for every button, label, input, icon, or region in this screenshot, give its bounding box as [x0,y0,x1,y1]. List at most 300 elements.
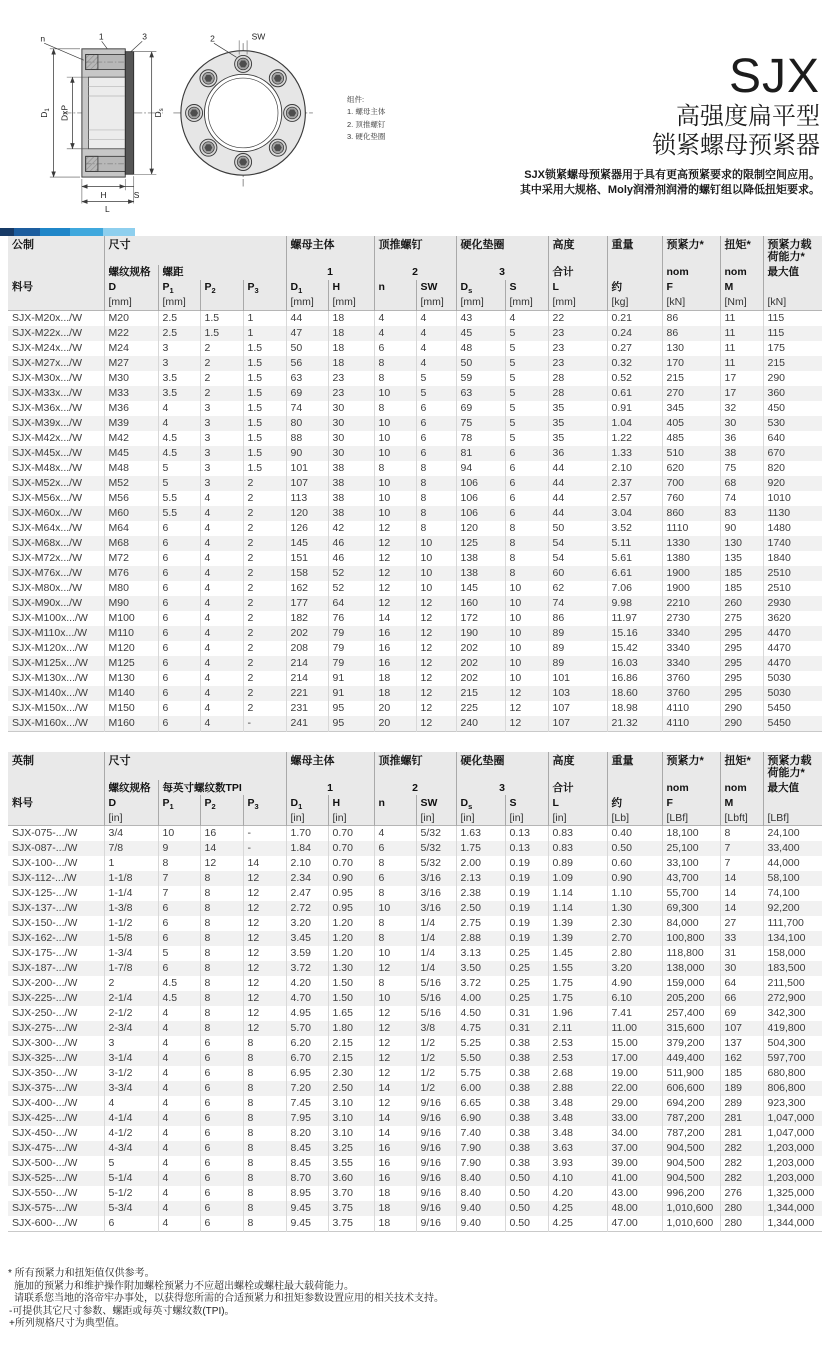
accent-segment [40,228,70,236]
spec-value: 5 [505,326,548,341]
spec-value: 16 [374,1141,416,1156]
spec-value: 7 [720,841,763,856]
spec-value: 3.63 [548,1141,607,1156]
spec-value: - [243,716,286,732]
spec-value: 0.38 [505,1156,548,1171]
spec-value: 6 [200,1066,243,1081]
spec-value: M120 [104,641,158,656]
spec-value: 5.25 [456,1036,505,1051]
spec-value: 1.5 [243,461,286,476]
spec-value: 4.20 [548,1186,607,1201]
spec-value: 11 [720,326,763,341]
part-number: SJX-M22x.../W [12,326,83,339]
spec-value: 76 [328,611,374,626]
spec-value: 58,100 [763,871,822,886]
spec-value: 47.00 [607,1216,662,1232]
spec-value: 0.31 [505,1021,548,1036]
spec-value: 75 [456,416,505,431]
spec-value: 3.25 [328,1141,374,1156]
spec-value: 1.63 [456,826,505,842]
spec-value: 6.10 [607,991,662,1006]
spec-value: 74 [720,491,763,506]
callout-3: 3 [142,31,147,42]
spec-value: 272,900 [763,991,822,1006]
spec-row [8,1156,822,1171]
column-header: F [662,795,720,810]
spec-value: 530 [763,416,822,431]
spec-value: 22.00 [607,1081,662,1096]
spec-value: 89 [548,626,607,641]
spec-value: 54 [548,536,607,551]
column-header: 螺距 [158,265,286,280]
spec-value: 6 [200,1126,243,1141]
spec-value: 18 [328,341,374,356]
spec-value: 37.00 [607,1141,662,1156]
spec-value: 12 [416,641,456,656]
column-header [607,780,662,795]
column-header: [kg] [607,295,662,311]
column-header: [mm] [505,295,548,311]
spec-value: 95 [328,716,374,732]
spec-row [8,701,822,716]
spec-value: 4 [200,656,243,671]
spec-value: 14 [374,1111,416,1126]
spec-row [8,506,822,521]
spec-value: 160 [456,596,505,611]
spec-value: 10 [505,641,548,656]
spec-value: 0.70 [328,826,374,842]
part-number: SJX-112-.../W [12,872,77,884]
spec-value: 215 [662,371,720,386]
spec-value: 145 [456,581,505,596]
spec-value: 12 [374,521,416,536]
part-number: SJX-200-.../W [12,977,78,989]
spec-value: 44 [548,491,607,506]
spec-value: 100,800 [662,931,720,946]
spec-value: 69,300 [662,901,720,916]
column-header: nom [720,265,763,280]
spec-value: 280 [720,1216,763,1232]
spec-value: 8 [505,536,548,551]
spec-value: 3 [200,431,243,446]
spec-value: 202 [456,641,505,656]
spec-value: 4.10 [548,1171,607,1186]
spec-row [8,551,822,566]
column-header: M [720,795,763,810]
spec-value: 23 [548,341,607,356]
spec-value: 0.95 [328,901,374,916]
spec-value: 14 [720,886,763,901]
spec-value: M125 [104,656,158,671]
spec-value: 16 [374,656,416,671]
spec-value: 4 [416,341,456,356]
column-header: F [662,280,720,295]
column-header: 2 [374,265,456,280]
accent-segment [14,228,40,236]
column-header: SW [416,280,456,295]
spec-value: 8 [243,1216,286,1232]
spec-value: 135 [720,551,763,566]
spec-value: 190 [456,626,505,641]
spec-value: 1.5 [243,371,286,386]
spec-value: 1480 [763,521,822,536]
spec-value: 185 [720,1066,763,1081]
spec-value: 620 [662,461,720,476]
spec-value: 8 [243,1141,286,1156]
spec-value: 18 [374,686,416,701]
spec-value: 0.25 [505,961,548,976]
part-number: SJX-525-.../W [12,1172,78,1184]
spec-value: 162 [286,581,328,596]
spec-value: 6 [158,686,200,701]
spec-value: 4 [158,1021,200,1036]
spec-value: M64 [104,521,158,536]
spec-value: 12 [416,686,456,701]
spec-value: 2.30 [607,916,662,931]
spec-row [8,991,822,1006]
header-row [8,295,822,311]
column-header: 重量 [607,236,662,265]
column-header: 重量 [607,752,662,781]
spec-value: 6 [416,401,456,416]
column-header: n [374,795,416,810]
column-header: [Nm] [720,295,763,311]
spec-value: 15.00 [607,1036,662,1051]
spec-value: 1.50 [328,976,374,991]
spec-value: 1/4 [416,916,456,931]
spec-row [8,1021,822,1036]
spec-value: 12 [243,901,286,916]
spec-value: M52 [104,476,158,491]
spec-value: 2210 [662,596,720,611]
spec-value: 10 [374,476,416,491]
spec-value: 5 [158,461,200,476]
column-header: 螺纹规格 [104,780,158,795]
spec-value: 134,100 [763,931,822,946]
spec-row [8,1081,822,1096]
spec-value: 138 [456,566,505,581]
spec-value: 0.50 [505,1201,548,1216]
spec-value: 2.10 [607,461,662,476]
spec-value: 50 [456,356,505,371]
spec-value: 0.38 [505,1141,548,1156]
side-view-diagram [39,31,165,213]
column-header: S [505,795,548,810]
spec-value: 12 [200,856,243,871]
spec-value: 2 [243,671,286,686]
column-header: [in] [456,810,505,826]
spec-value: M150 [104,701,158,716]
spec-value: 0.38 [505,1081,548,1096]
spec-value: 0.83 [548,826,607,842]
column-header: M [720,280,763,295]
spec-row [8,476,822,491]
spec-value: 1.5 [243,341,286,356]
accent-segment [103,228,135,236]
column-header: L [548,795,607,810]
spec-value: 34.00 [607,1126,662,1141]
spec-value: 3.48 [548,1126,607,1141]
spec-value: 23 [328,386,374,401]
spec-value: 6 [374,341,416,356]
spec-value: 27 [720,916,763,931]
spec-value: 8 [200,976,243,991]
spec-value: 5.5 [158,491,200,506]
spec-value: 4 [200,551,243,566]
spec-value: 0.60 [607,856,662,871]
spec-value: 214 [286,656,328,671]
spec-value: 1/2 [416,1036,456,1051]
spec-value: 46 [328,551,374,566]
spec-value: 12 [243,1021,286,1036]
spec-value: 6 [505,491,548,506]
spec-value: 0.21 [607,310,662,326]
spec-value: 138 [456,551,505,566]
spec-value: 0.52 [607,371,662,386]
spec-row [8,596,822,611]
spec-value: 4 [374,310,416,326]
spec-value: 4470 [763,656,822,671]
column-header: H [328,795,374,810]
spec-value: M48 [104,461,158,476]
spec-value: 2.57 [607,491,662,506]
spec-value: 0.25 [505,946,548,961]
part-number: SJX-M60x.../W [12,506,83,519]
column-header: 尺寸 [104,236,286,265]
spec-value: 6 [200,1051,243,1066]
spec-value: 75 [720,461,763,476]
spec-value: 1-1/4 [104,886,158,901]
part-number: SJX-225-.../W [12,992,78,1004]
spec-value: 4 [158,416,200,431]
spec-value: 5.11 [607,536,662,551]
spec-value: 137 [720,1036,763,1051]
spec-value: 5 [505,416,548,431]
spec-value: 11.00 [607,1021,662,1036]
spec-value: 4 [505,310,548,326]
spec-value: 2.47 [286,886,328,901]
part-number: SJX-075-.../W [12,827,78,839]
column-header: [mm] [328,295,374,311]
spec-value: 9.45 [286,1216,328,1232]
spec-value: 1.5 [243,416,286,431]
spec-value: 20 [374,701,416,716]
spec-value: 89 [548,656,607,671]
spec-row [8,961,822,976]
spec-value: 8 [200,946,243,961]
column-header: 扭矩* [720,752,763,781]
spec-value: 8 [374,976,416,991]
spec-value: 125 [456,536,505,551]
spec-value: 4 [200,701,243,716]
spec-value: 1.09 [548,871,607,886]
spec-value: 38 [328,491,374,506]
part-number: SJX-M48x.../W [12,461,83,474]
spec-row [8,536,822,551]
column-header: $D_1$ [286,280,328,295]
spec-value: 15.16 [607,626,662,641]
spec-value: M130 [104,671,158,686]
column-header: 硬化垫圈 [456,236,548,265]
column-header: 预紧力* [662,752,720,781]
column-header: 合计 [548,265,607,280]
spec-value: 18 [328,356,374,371]
spec-value: 214 [286,671,328,686]
column-header: 1 [286,780,374,795]
spec-value: 81 [456,446,505,461]
spec-value: 8 [243,1171,286,1186]
spec-value: 18 [374,1201,416,1216]
spec-value: 419,800 [763,1021,822,1036]
spec-value: 9/16 [416,1186,456,1201]
spec-value: M60 [104,506,158,521]
spec-value: 1,203,000 [763,1141,822,1156]
footnote-5: +所列规格尺寸为典型值。 [9,1318,125,1329]
spec-value: 6 [374,841,416,856]
spec-value: 202 [456,656,505,671]
spec-value: 4 [200,506,243,521]
spec-value: 7 [720,856,763,871]
spec-value: 38 [328,476,374,491]
spec-value: 9/16 [416,1096,456,1111]
spec-value: 3340 [662,626,720,641]
part-number: SJX-500-.../W [12,1157,78,1169]
spec-value: 14 [720,901,763,916]
spec-value: 8 [374,371,416,386]
spec-value: 4 [158,1066,200,1081]
spec-value: 3/16 [416,871,456,886]
spec-value: 14 [374,1126,416,1141]
spec-value: 1.20 [328,931,374,946]
spec-value: 3.5 [158,386,200,401]
spec-value: 8.40 [456,1186,505,1201]
spec-value: 115 [763,310,822,326]
spec-value: 115 [763,326,822,341]
column-header: $P_3$ [243,280,286,295]
spec-value: 14 [374,1081,416,1096]
spec-value: 211,500 [763,976,822,991]
spec-value: 63 [456,386,505,401]
spec-value: 1.84 [286,841,328,856]
spec-value: 64 [328,596,374,611]
spec-value: 5.61 [607,551,662,566]
spec-value: 8 [158,856,200,871]
spec-value: M56 [104,491,158,506]
spec-value: 52 [328,581,374,596]
spec-value: 6 [200,1171,243,1186]
spec-value: 63 [286,371,328,386]
spec-value: 4.70 [286,991,328,1006]
column-header: 合计 [548,780,607,795]
spec-value: 2.88 [456,931,505,946]
column-header: D [104,795,158,810]
column-header: 硬化垫圈 [456,752,548,781]
spec-value: 694,200 [662,1096,720,1111]
spec-value: 6.70 [286,1051,328,1066]
spec-value: 20 [374,716,416,732]
part-number: SJX-M120x.../W [12,641,88,654]
spec-value: 2 [243,641,286,656]
spec-value: 6 [200,1036,243,1051]
spec-value: 8.70 [286,1171,328,1186]
column-header: [mm] [158,295,200,311]
spec-value: 3.75 [328,1201,374,1216]
spec-value: 9.45 [286,1201,328,1216]
spec-value: 6 [158,581,200,596]
spec-value: 3760 [662,671,720,686]
spec-value: 1 [243,310,286,326]
spec-value: 6.20 [286,1036,328,1051]
spec-value: 170 [662,356,720,371]
spec-value: 9/16 [416,1171,456,1186]
spec-value: 91 [328,686,374,701]
spec-value: 6 [158,701,200,716]
spec-value: 9/16 [416,1216,456,1232]
spec-value: 66 [720,991,763,1006]
spec-value: 4 [200,686,243,701]
spec-value: 2.88 [548,1081,607,1096]
spec-value: 8 [720,826,763,842]
spec-value: 18.60 [607,686,662,701]
spec-value: 185 [720,581,763,596]
spec-value: 1.75 [456,841,505,856]
spec-value: 15.42 [607,641,662,656]
part-number: SJX-M33x.../W [12,386,83,399]
callout-2: 2 [210,33,215,44]
spec-value: 2-1/2 [104,1006,158,1021]
spec-value: 50 [548,521,607,536]
spec-value: 1-5/8 [104,931,158,946]
spec-value: 2 [243,656,286,671]
spec-value: 2730 [662,611,720,626]
spec-value: M27 [104,356,158,371]
column-header: 1 [286,265,374,280]
spec-value: 0.83 [548,841,607,856]
spec-value: 1/2 [416,1051,456,1066]
spec-value: 295 [720,641,763,656]
column-header: $D_1$ [286,795,328,810]
column-header [243,295,286,311]
spec-value: 3340 [662,656,720,671]
title-block [520,52,820,198]
spec-value: 4.75 [456,1021,505,1036]
spec-value: 10 [505,596,548,611]
spec-value: 1010 [763,491,822,506]
hardened-washer [125,52,133,175]
spec-value: 18.98 [607,701,662,716]
column-header: 尺寸 [104,752,286,781]
spec-value: 2930 [763,596,822,611]
spec-value: 6 [158,626,200,641]
spec-value: 8 [243,1201,286,1216]
spec-value: 3.45 [286,931,328,946]
spec-value: 6 [200,1096,243,1111]
spec-value: 39.00 [607,1156,662,1171]
spec-value: 4 [200,566,243,581]
spec-value: 275 [720,611,763,626]
spec-value: 1.5 [200,326,243,341]
column-header: 料号 [8,280,104,295]
part-number: SJX-M68x.../W [12,536,83,549]
spec-value: 120 [286,506,328,521]
spec-value: 3-1/2 [104,1066,158,1081]
legend-item-1: 1. 螺母主体 [347,107,386,117]
spec-value: 0.61 [607,386,662,401]
spec-value: 8 [374,886,416,901]
spec-value: 78 [456,431,505,446]
spec-value: 8 [416,461,456,476]
spec-value: 1740 [763,536,822,551]
